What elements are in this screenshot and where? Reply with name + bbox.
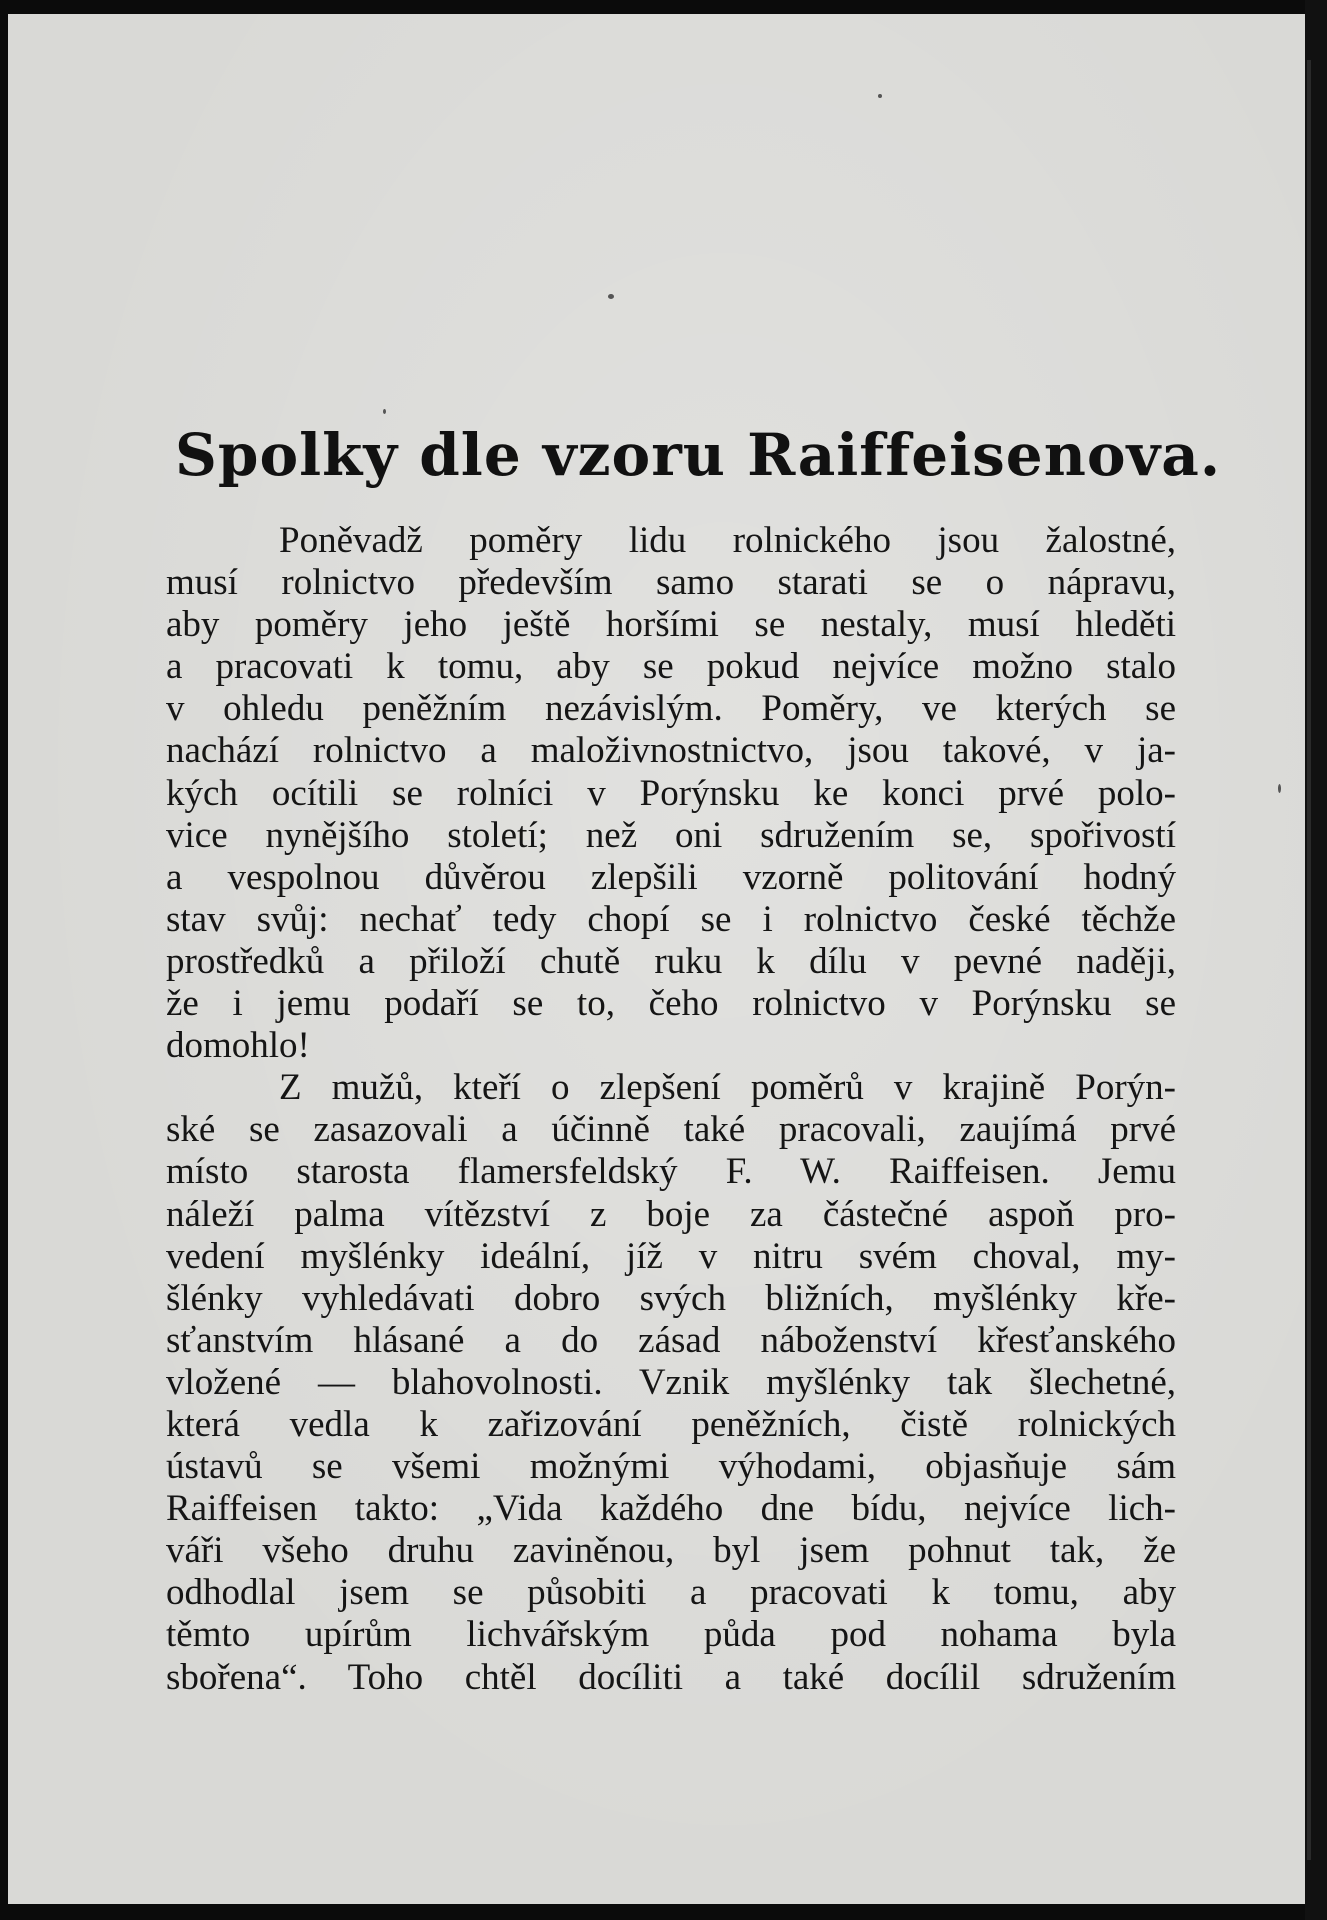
text-line: která vedla k zařizování peněžních, čistě rolnických: [166, 1403, 1176, 1445]
text-line: vice nynějšího století; než oni sdružením se, spořivostí: [166, 814, 1176, 856]
book-gutter-line: [1307, 60, 1311, 1860]
dust-speck: [1278, 784, 1281, 793]
text-line: domohlo!: [166, 1025, 310, 1067]
page-title: Spolky dle vzoru Raiffeisenova.: [175, 421, 1222, 489]
text-line: Z mužů, kteří o zlepšení poměrů v krajině Porýn-: [279, 1067, 1176, 1109]
text-line: v ohledu peněžním nezávislým. Poměry, ve kterých se: [166, 688, 1176, 730]
text-line: a vespolnou důvěrou zlepšili vzorně politování hodný: [166, 856, 1176, 898]
text-line: stav svůj: nechať tedy chopí se i rolnictvo české těchže: [166, 898, 1176, 940]
text-line: vedení myšlénky ideální, jíž v nitru svém choval, my-: [166, 1235, 1176, 1277]
text-line: šlénky vyhledávati dobro svých bližních, myšlénky kře-: [166, 1277, 1176, 1319]
text-line: těmto upírům lichvářským půda pod nohama byla: [166, 1614, 1176, 1656]
text-line: nachází rolnictvo a maloživnostnictvo, jsou takové, v ja-: [166, 730, 1176, 772]
text-line: prostředků a přiloží chutě ruku k dílu v pevné naději,: [166, 940, 1176, 982]
text-line: vložené — blahovolnosti. Vznik myšlénky tak šlechetné,: [166, 1361, 1176, 1403]
dust-speck: [608, 294, 614, 299]
text-line: že i jemu podaří se to, čeho rolnictvo v Porýnsku se: [166, 983, 1176, 1025]
text-line: místo starosta flamersfeldský F. W. Raiffeisen. Jemu: [166, 1151, 1176, 1193]
dust-speck: [878, 94, 882, 98]
text-line: náleží palma vítězství z boje za částečné aspoň pro-: [166, 1193, 1176, 1235]
text-line: musí rolnictvo především samo starati se o nápravu,: [166, 562, 1176, 604]
text-line: odhodlal jsem se působiti a pracovati k tomu, aby: [166, 1572, 1176, 1614]
paragraph-2: [166, 1067, 1176, 1698]
text-line: ské se zasazovali a účinně také pracovali, zaujímá prvé: [166, 1109, 1176, 1151]
text-line: a pracovati k tomu, aby se pokud nejvíce možno stalo: [166, 646, 1176, 688]
text-line: váři všeho druhu zaviněnou, byl jsem pohnut tak, že: [166, 1530, 1176, 1572]
text-line: ústavů se všemi možnými výhodami, objasňuje sám: [166, 1446, 1176, 1488]
text-line: Raiffeisen takto: „Vida každého dne bídu, nejvíce lich-: [166, 1488, 1176, 1530]
text-line: kých ocítili se rolníci v Porýnsku ke konci prvé polo-: [166, 772, 1176, 814]
text-line: aby poměry jeho ještě horšími se nestaly, musí hleděti: [166, 604, 1176, 646]
body-text: [166, 520, 1176, 1699]
text-line: sťanstvím hlásané a do zásad náboženství křesťanského: [166, 1319, 1176, 1361]
text-line: sbořena“. Toho chtěl docíliti a také docílil sdružením: [166, 1656, 1176, 1698]
text-line: Poněvadž poměry lidu rolnického jsou žalostné,: [279, 520, 1176, 561]
dust-speck: [383, 409, 386, 414]
paragraph-1: [166, 520, 1176, 1067]
